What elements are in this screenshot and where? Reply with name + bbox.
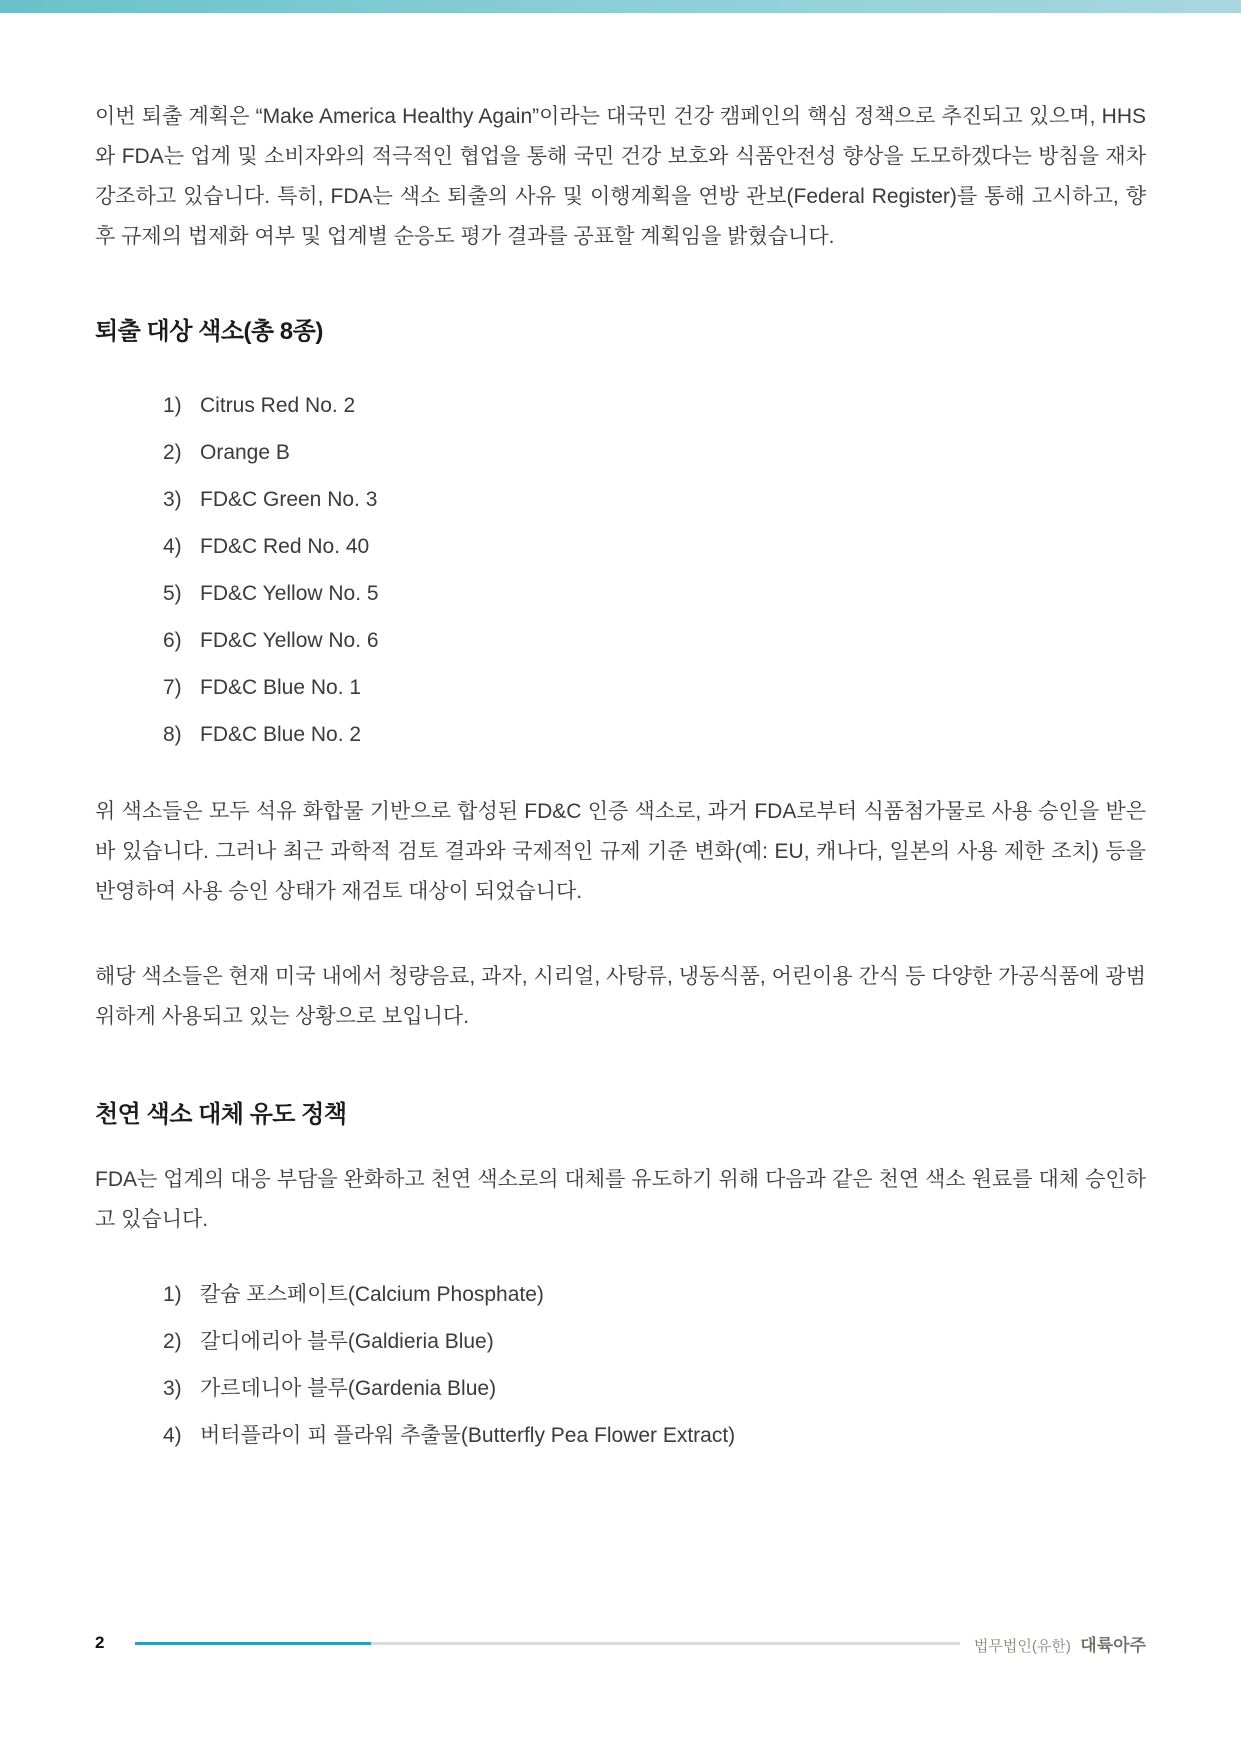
list-item-number: 3): [163, 488, 182, 511]
list-item: [163, 722, 1146, 748]
paragraph-natural-color-intro: FDA는 업계의 대응 부담을 완화하고 천연 색소로의 대체를 유도하기 위해 다음과 같은 천연 색소 원료를 대체 승인하고 있습니다.: [95, 1168, 1146, 1231]
document-content: [0, 13, 1241, 1449]
list-item-text: 버터플라이 피 플라워 추출물(Butterfly Pea Flower Extract): [200, 1424, 736, 1447]
law-firm-name: [974, 1631, 1146, 1656]
list-item: [163, 534, 1146, 560]
top-accent-bar: [0, 0, 1241, 13]
list-item-text: FD&C Red No. 40: [200, 535, 370, 558]
list-item-text: 갈디에리아 블루(Galdieria Blue): [200, 1330, 494, 1353]
list-item: [163, 675, 1146, 701]
list-item: [163, 581, 1146, 607]
list-item: [163, 1329, 1146, 1355]
list-item: [163, 1282, 1146, 1308]
law-firm-brand: 대륙아주: [1080, 1635, 1146, 1655]
list-item: [163, 1423, 1146, 1449]
list-item-number: 1): [163, 394, 182, 417]
list-item-number: 4): [163, 1424, 182, 1447]
list-item: [163, 1376, 1146, 1402]
list-item-text: FD&C Blue No. 1: [200, 676, 362, 699]
list-item-text: 가르데니아 블루(Gardenia Blue): [200, 1377, 497, 1400]
list-item-number: 1): [163, 1283, 182, 1306]
list-item: [163, 628, 1146, 654]
list-item-number: 2): [163, 1330, 182, 1353]
list-item-text: 칼슘 포스페이트(Calcium Phosphate): [200, 1283, 544, 1306]
paragraph-fdc-background: 위 색소들은 모두 석유 화합물 기반으로 합성된 FD&C 인증 색소로, 과거 FDA로부터 식품첨가물로 사용 승인을 받은 바 있습니다. 그러나 최근 과학적 검토 결과와 국제적인 규제 기준 변화(예: EU, 캐나다, 일본의 사용 제한 조치) 등을 반영하여 사용 승인 상태가 재검토 대상이 되었습니다.: [95, 800, 1146, 903]
heading-natural-color-policy: 천연 색소 대체 유도 정책: [95, 1101, 347, 1128]
list-item-number: 6): [163, 629, 182, 652]
footer-rule: [135, 1642, 959, 1645]
list-item: [163, 393, 1146, 419]
list-item-text: Citrus Red No. 2: [200, 394, 356, 417]
list-item-number: 2): [163, 441, 182, 464]
natural-color-list: [95, 1282, 1146, 1449]
list-item-text: FD&C Blue No. 2: [200, 723, 362, 746]
list-item-number: 3): [163, 1377, 182, 1400]
list-item-text: FD&C Yellow No. 5: [200, 582, 379, 605]
heading-phase-out-colors: 퇴출 대상 색소(총 8종): [95, 318, 323, 345]
footer-rule-accent: [135, 1642, 371, 1645]
phase-out-color-list: [95, 393, 1146, 748]
list-item-text: FD&C Yellow No. 6: [200, 629, 379, 652]
list-item-number: 5): [163, 582, 182, 605]
list-item: [163, 440, 1146, 466]
paragraph-intro: 이번 퇴출 계획은 “Make America Healthy Again”이라는 대국민 건강 캠페인의 핵심 정책으로 추진되고 있으며, HHS와 FDA는 업계 및 소비자와의 적극적인 협업을 통해 국민 건강 보호와 식품안전성 향상을 도모하겠다는 방침을 재차 강조하고 있습니다. 특히, FDA는 색소 퇴출의 사유 및 이행계획을 연방 관보(Federal Register)를 통해 고시하고, 향후 규제의 법제화 여부 및 업계별 순응도 평가 결과를 공표할 계획임을 밝혔습니다.: [95, 105, 1146, 248]
page-footer: [95, 1630, 1146, 1656]
list-item: [163, 487, 1146, 513]
list-item-text: FD&C Green No. 3: [200, 488, 378, 511]
law-firm-prefix: 법무법인(유한): [973, 1637, 1071, 1655]
paragraph-usage-status: 해당 색소들은 현재 미국 내에서 청량음료, 과자, 시리얼, 사탕류, 냉동식품, 어린이용 간식 등 다양한 가공식품에 광범위하게 사용되고 있는 상황으로 보입니다.: [95, 965, 1146, 1028]
list-item-text: Orange B: [200, 441, 290, 464]
list-item-number: 8): [163, 723, 182, 746]
list-item-number: 7): [163, 676, 182, 699]
list-item-number: 4): [163, 535, 182, 558]
page-number: 2: [95, 1633, 105, 1652]
